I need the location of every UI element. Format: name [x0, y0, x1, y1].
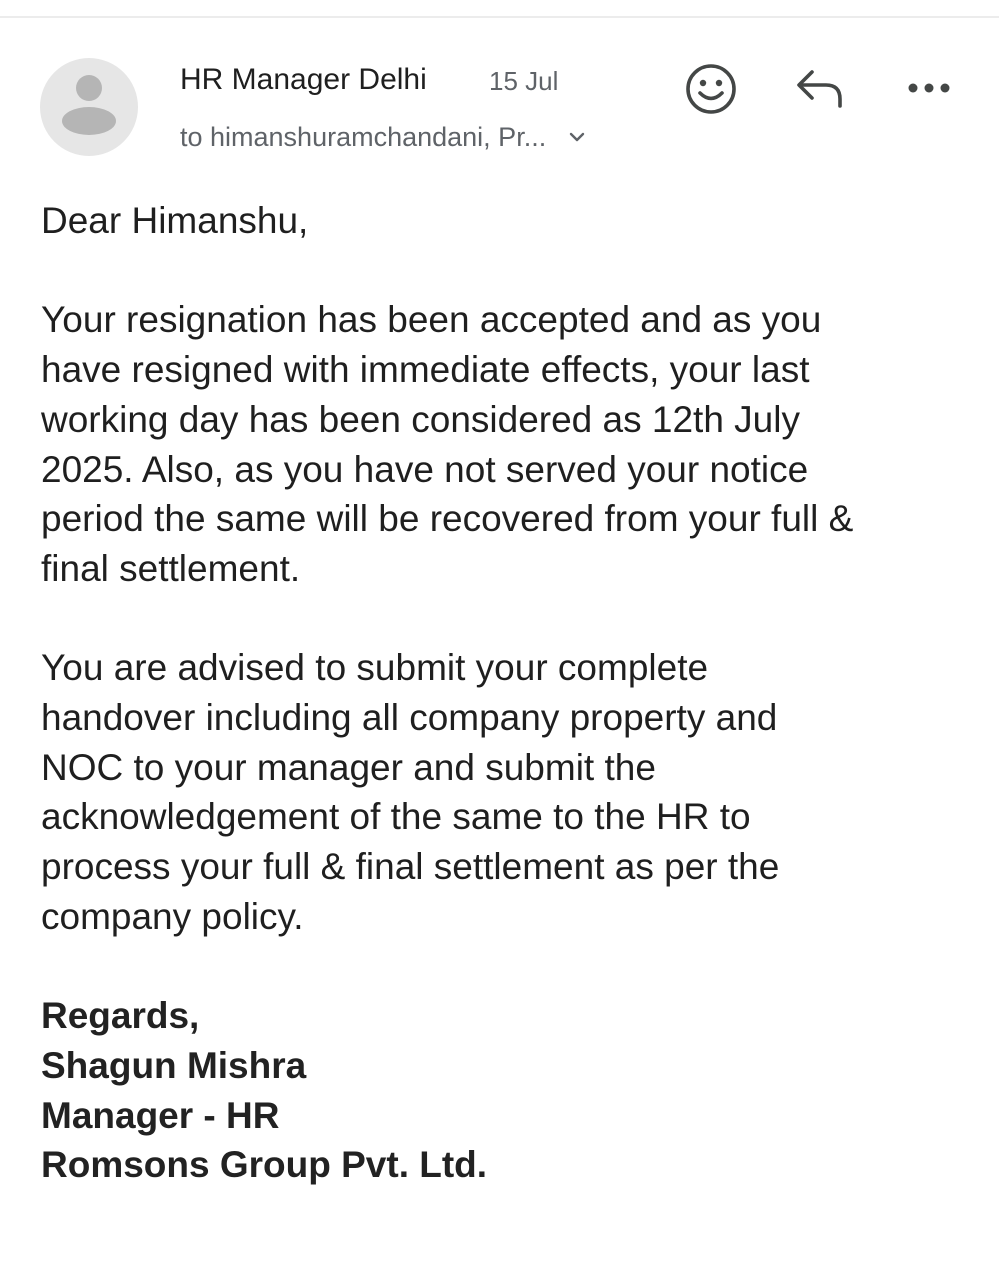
- email-header: [0, 0, 999, 170]
- paragraph-gap: [41, 942, 971, 992]
- sender-avatar[interactable]: [40, 58, 138, 156]
- email-body: [41, 196, 971, 1190]
- recipients-text: to himanshuramchandani, Pr...: [180, 122, 547, 152]
- more-options-button[interactable]: [904, 72, 954, 104]
- recipients-toggle[interactable]: [180, 117, 586, 157]
- signature-title: Manager - HR: [41, 1094, 280, 1136]
- default-person-avatar-icon: [40, 58, 138, 156]
- signature-name: Shagun Mishra: [41, 1044, 307, 1086]
- smiley-face-icon: [684, 62, 738, 116]
- reply-arrow-icon: [794, 66, 846, 112]
- signature-block: [41, 991, 971, 1190]
- add-reaction-button[interactable]: [684, 62, 738, 116]
- chevron-down-icon: [568, 128, 586, 146]
- body-paragraph-2: You are advised to submit your complete handover including all company property and NOC to your manager and submit the acknowledgement of the same to the HR to process your full & final settlement as per the company policy.: [41, 647, 780, 937]
- sender-name[interactable]: HR Manager Delhi: [180, 63, 427, 96]
- body-paragraph-1: Your resignation has been accepted and as you have resigned with immediate effects, your last working day has been considered as 12th July 2025. Also, as you have not served your notice period the same will be recovered from your full & final settlement.: [41, 299, 854, 589]
- signature-closing: Regards,: [41, 995, 200, 1037]
- signature-company: Romsons Group Pvt. Ltd.: [41, 1144, 488, 1186]
- more-horizontal-dots-icon: [904, 72, 954, 104]
- paragraph-gap: [41, 594, 971, 644]
- paragraph-gap: [41, 246, 971, 296]
- greeting: Dear Himanshu,: [41, 200, 309, 241]
- sent-date: 15 Jul: [489, 66, 559, 96]
- reply-button[interactable]: [794, 66, 846, 112]
